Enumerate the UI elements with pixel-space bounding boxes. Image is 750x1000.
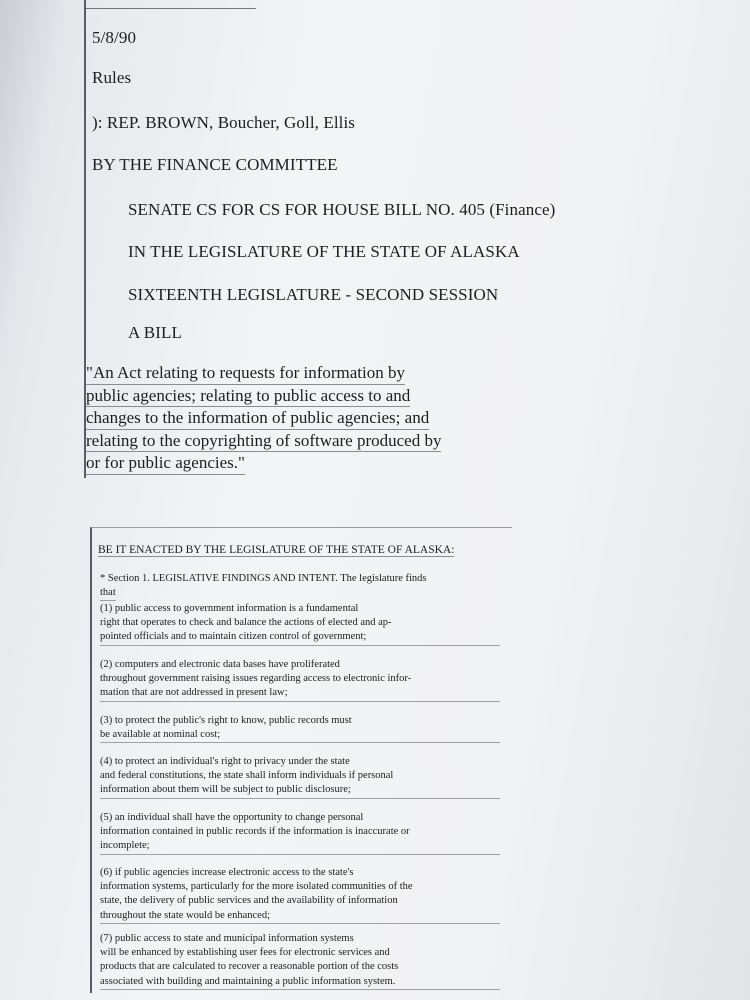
- finding-2: (2) computers and electronic data bases have proliferated throughout government raising issues regarding access to electronic infor- mation that are not addressed in present law;: [100, 658, 500, 702]
- by-line: BY THE FINANCE COMMITTEE: [92, 155, 338, 174]
- enacting-clause: BE IT ENACTED BY THE LEGISLATURE OF THE STATE OF ALASKA:: [98, 544, 455, 556]
- section-1-box: [90, 527, 512, 993]
- finding-1: (1) public access to government information is a fundamental right that operates to check and balance the actions of elected and ap- pointed officials and to maintain citizen control of government;: [100, 602, 500, 646]
- finding-7: (7) public access to state and municipal information systems will be enhanced by establishing user fees for electronic services and products that are calculated to recover a reasonable portion of the costs associated with building and maintaining a public information system.: [100, 932, 500, 990]
- title-line: or for public agencies.": [86, 452, 516, 475]
- title-line: relating to the copyrighting of software produced by: [86, 430, 516, 453]
- title-line: public agencies; relating to public access to and: [86, 385, 516, 408]
- top-cut-line: [86, 0, 256, 9]
- bill-title: [86, 362, 516, 475]
- finding-3: (3) to protect the public's right to know, public records must be available at nominal cost;: [100, 714, 500, 743]
- title-line: "An Act relating to requests for information by: [86, 362, 516, 385]
- sponsors: ): REP. BROWN, Boucher, Goll, Ellis: [92, 113, 356, 132]
- finding-4: (4) to protect an individual's right to privacy under the state and federal constitutions, the state shall inform individuals if personal information about them will be subject to public disclosure;: [100, 755, 500, 799]
- finding-6: (6) if public agencies increase electronic access to the state's information systems, particularly for the more isolated communities of the state, the delivery of public services and the availability of information throughout the state would be enhanced;: [100, 866, 500, 924]
- session-line: SIXTEENTH LEGISLATURE - SECOND SESSION: [128, 285, 499, 304]
- section-intro: * Section 1. LEGISLATIVE FINDINGS AND INTENT. The legislature finds that: [100, 572, 500, 601]
- bill-type: A BILL: [128, 323, 182, 342]
- date: 5/8/90: [92, 28, 137, 47]
- committee: Rules: [92, 68, 132, 87]
- title-line: changes to the information of public agencies; and: [86, 407, 516, 430]
- bill-number: SENATE CS FOR CS FOR HOUSE BILL NO. 405 (Finance): [128, 200, 556, 219]
- legislature-line: IN THE LEGISLATURE OF THE STATE OF ALASKA: [128, 242, 520, 261]
- finding-5: (5) an individual shall have the opportunity to change personal information contained in public records if the information is inaccurate or incomplete;: [100, 811, 500, 855]
